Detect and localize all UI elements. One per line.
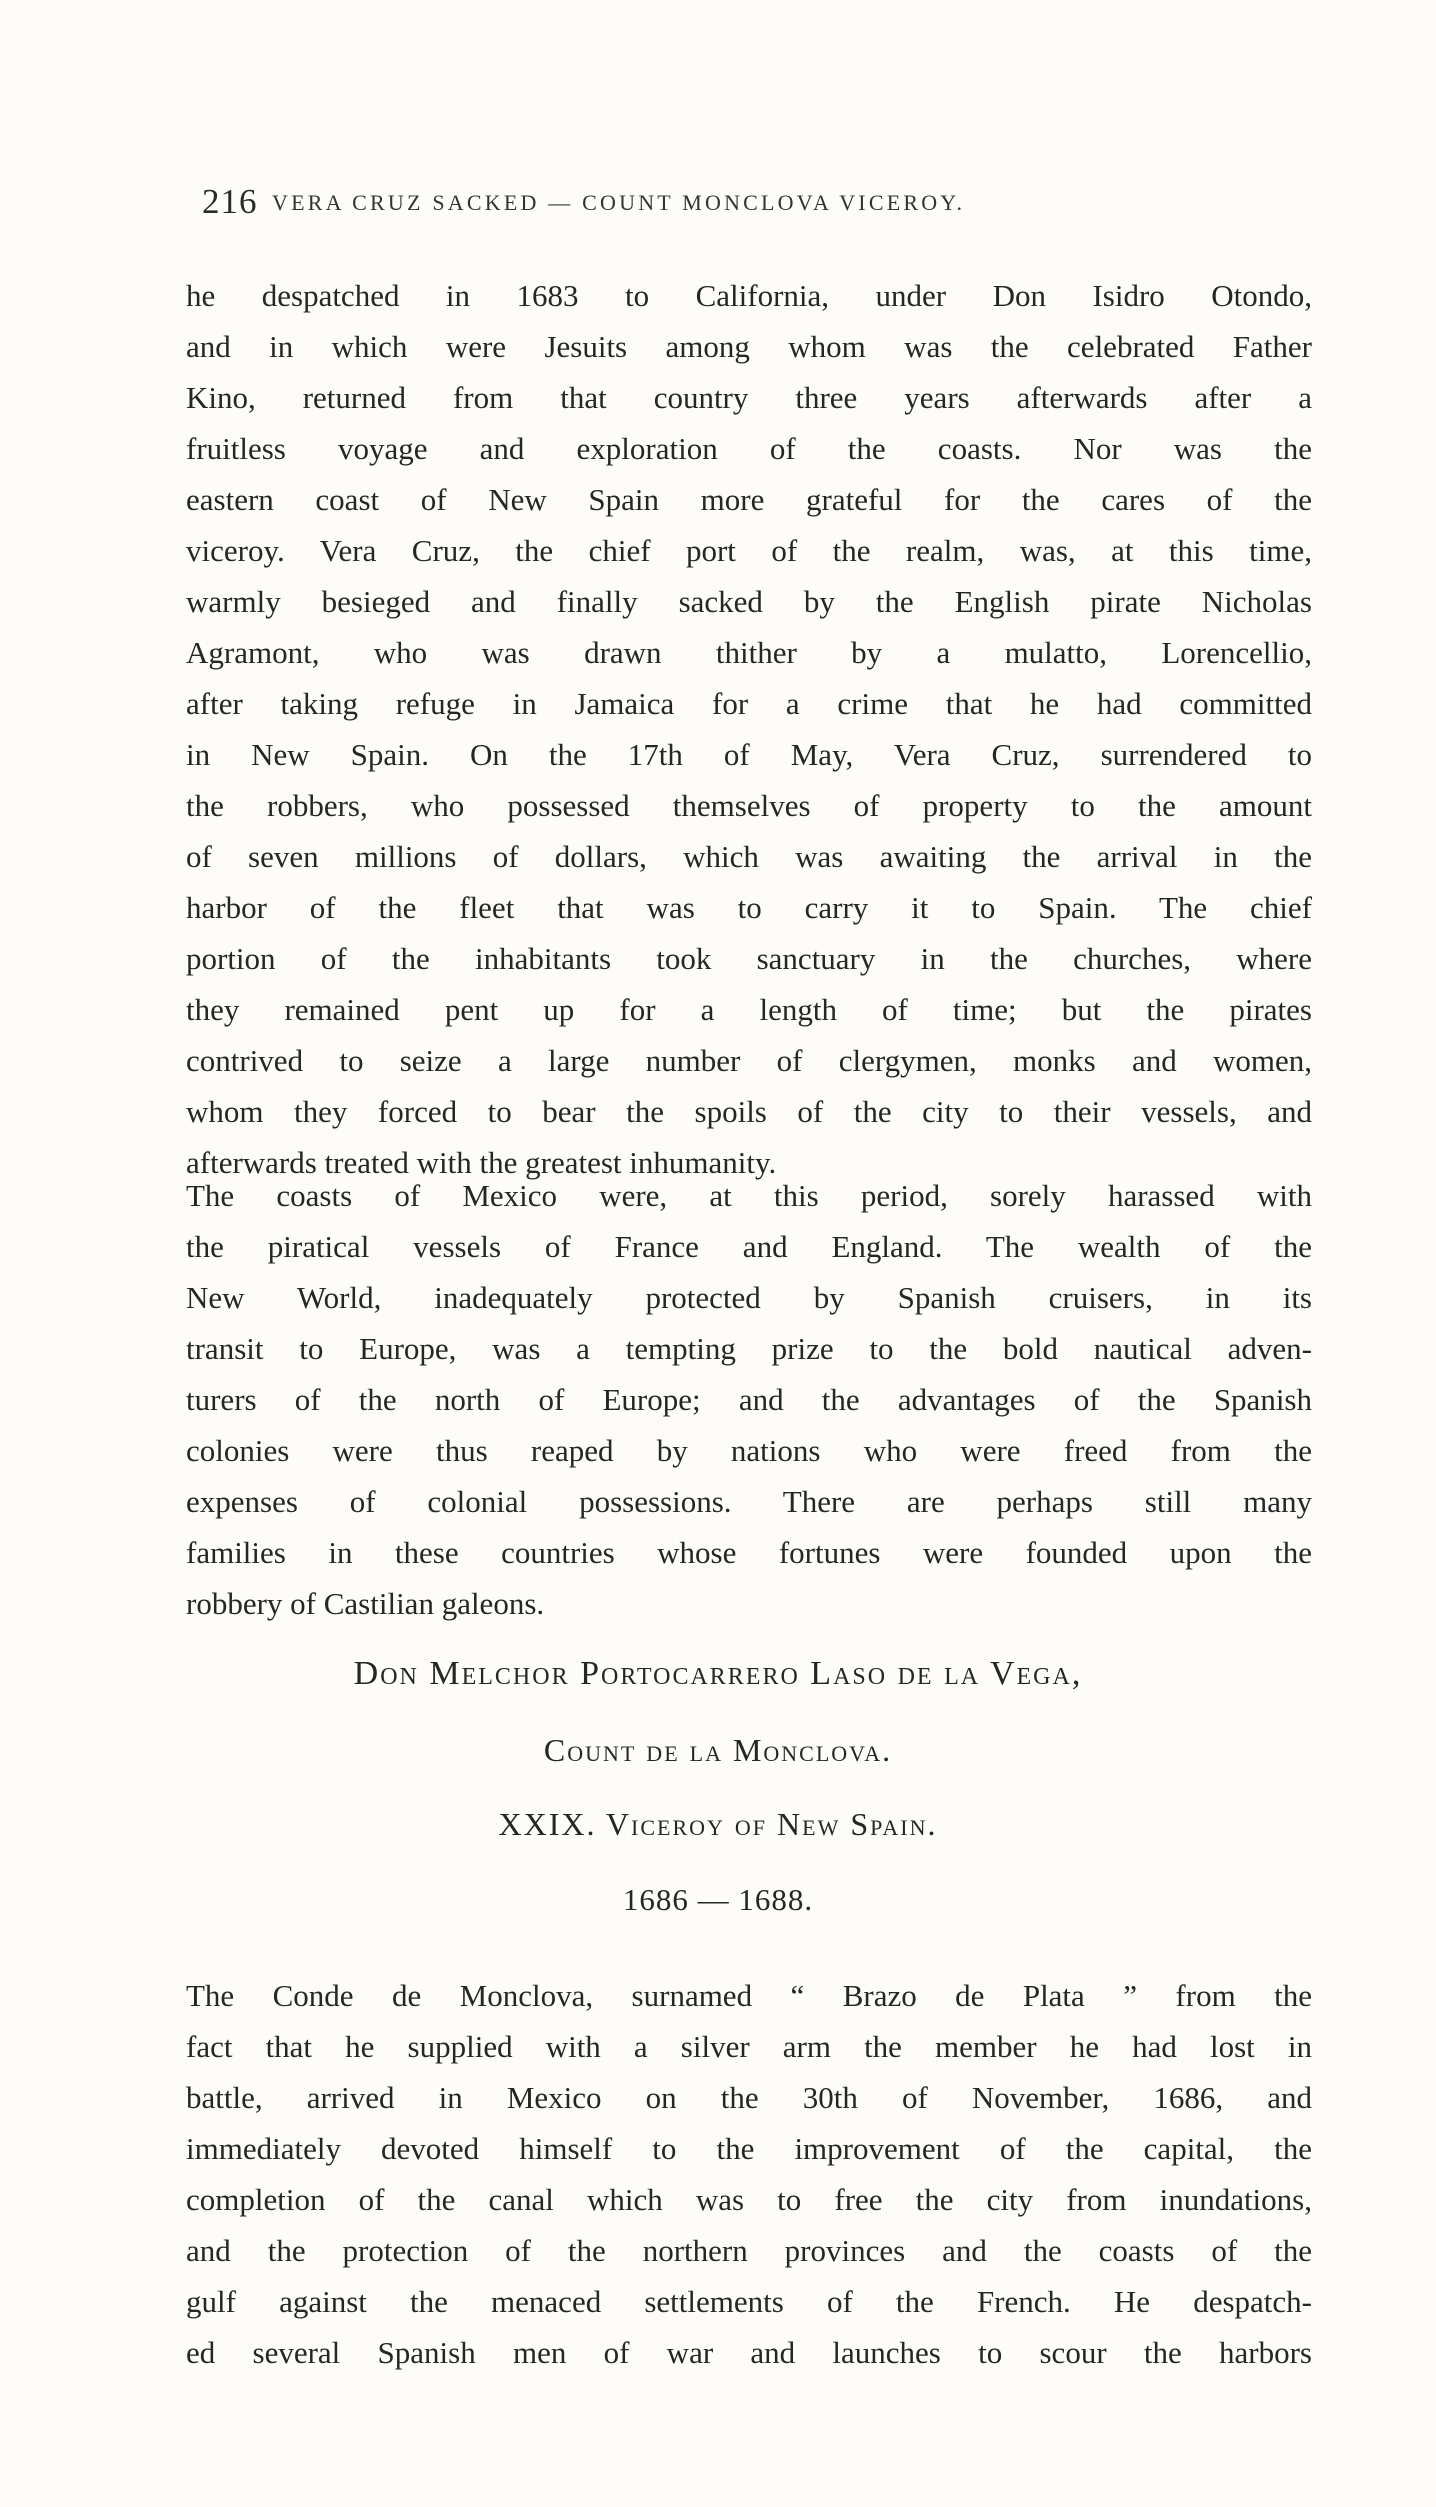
text-line: eastern coast of New Spain more grateful for the cares of the xyxy=(186,482,1312,517)
text-line: they remained pent up for a length of time; but the pirates xyxy=(186,992,1312,1027)
text-line: ed several Spanish men of war and launches to scour the harbors xyxy=(186,2335,1312,2370)
text-line: battle, arrived in Mexico on the 30th of November, 1686, and xyxy=(186,2080,1312,2115)
text-line: families in these countries whose fortunes were founded upon the xyxy=(186,1535,1312,1570)
text-line: fact that he supplied with a silver arm the member he had lost in xyxy=(186,2029,1312,2064)
text-line: he despatched in 1683 to California, under Don Isidro Otondo, xyxy=(186,278,1312,313)
text-line: turers of the north of Europe; and the advantages of the Spanish xyxy=(186,1382,1312,1417)
running-head: VERA CRUZ SACKED — COUNT MONCLOVA VICEROY. xyxy=(272,190,966,215)
text-line: expenses of colonial possessions. There are perhaps still many xyxy=(186,1484,1312,1519)
text-line: warmly besieged and finally sacked by the English pirate Nicholas xyxy=(186,584,1312,619)
text-line: and the protection of the northern provinces and the coasts of the xyxy=(186,2233,1312,2268)
text-line: the piratical vessels of France and England. The wealth of the xyxy=(186,1229,1312,1264)
text-line: The coasts of Mexico were, at this period, sorely harassed with xyxy=(186,1178,1312,1213)
viceroy-title-heading: Count de la Monclova. xyxy=(543,1732,893,1768)
text-line: whom they forced to bear the spoils of the city to their vessels, and xyxy=(186,1094,1312,1129)
text-line: gulf against the menaced settlements of the French. He despatch- xyxy=(186,2284,1312,2319)
text-line: contrived to seize a large number of clergymen, monks and women, xyxy=(186,1043,1312,1078)
text-line: Kino, returned from that country three years afterwards after a xyxy=(186,380,1312,415)
text-line: harbor of the fleet that was to carry it to Spain. The chief xyxy=(186,890,1312,925)
paragraph-coasts xyxy=(186,1170,1312,1629)
page-number: 216 xyxy=(202,182,258,221)
text-line: after taking refuge in Jamaica for a crime that he had committed xyxy=(186,686,1312,721)
page-header xyxy=(0,182,1436,222)
text-line: the robbers, who possessed themselves of property to the amount xyxy=(186,788,1312,823)
text-line: The Conde de Monclova, surnamed “ Brazo de Plata ” from the xyxy=(186,1978,1312,2013)
text-line: viceroy. Vera Cruz, the chief port of the realm, was, at this time, xyxy=(186,533,1312,568)
viceroy-name-heading: Don Melchor Portocarrero Laso de la Vega, xyxy=(353,1655,1083,1692)
text-line: Agramont, who was drawn thither by a mulatto, Lorencellio, xyxy=(186,635,1312,670)
text-line: immediately devoted himself to the improvement of the capital, the xyxy=(186,2131,1312,2166)
text-line: New World, inadequately protected by Spanish cruisers, in its xyxy=(186,1280,1312,1315)
paragraph-monclova xyxy=(186,1970,1312,2378)
text-line: afterwards treated with the greatest inhumanity. xyxy=(186,1145,777,1180)
viceroy-years-heading: 1686 — 1688. xyxy=(622,1882,814,1917)
text-line: of seven millions of dollars, which was awaiting the arrival in the xyxy=(186,839,1312,874)
paragraph-vera-cruz xyxy=(186,270,1312,1188)
text-line: colonies were thus reaped by nations who were freed from the xyxy=(186,1433,1312,1468)
text-line: fruitless voyage and exploration of the coasts. Nor was the xyxy=(186,431,1312,466)
text-line: in New Spain. On the 17th of May, Vera Cruz, surrendered to xyxy=(186,737,1312,772)
text-line: and in which were Jesuits among whom was the celebrated Father xyxy=(186,329,1312,364)
text-line: portion of the inhabitants took sanctuary in the churches, where xyxy=(186,941,1312,976)
viceroy-office-heading: XXIX. Viceroy of New Spain. xyxy=(498,1806,938,1842)
text-line: robbery of Castilian galeons. xyxy=(186,1586,545,1621)
text-line: transit to Europe, was a tempting prize to the bold nautical adven- xyxy=(186,1331,1312,1366)
text-line: completion of the canal which was to free the city from inundations, xyxy=(186,2182,1312,2217)
